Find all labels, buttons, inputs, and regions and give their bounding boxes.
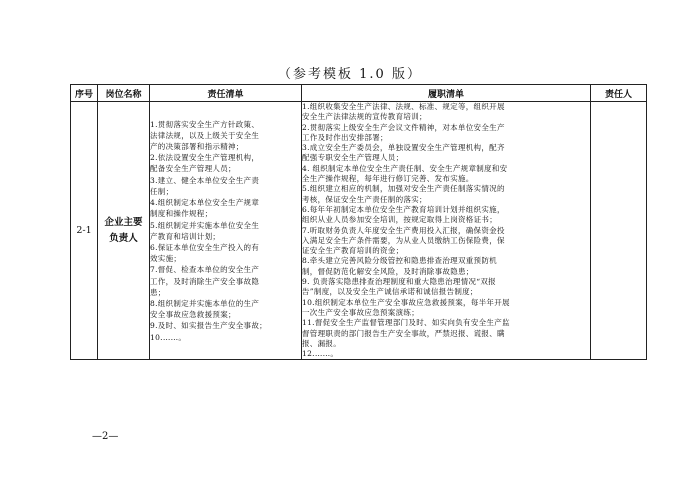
responsibility-line: 3.建立、健全本单位安全生产责 — [150, 175, 260, 185]
responsibility-line: 制度和操作规程； — [150, 209, 213, 219]
performance-line: 工作及时作出安排部署； — [302, 132, 388, 142]
responsibility-line: 配备安全生产管理人员； — [150, 164, 236, 174]
performance-line: 12.……。 — [302, 349, 339, 359]
header-responsibilities: 责任清单 — [150, 85, 302, 102]
responsibility-line: 5.组织制定并实施本单位安全生 — [150, 220, 260, 230]
performance-line: 3.成立安全生产委员会，单独设置安全生产管理机构，配齐 — [302, 143, 505, 153]
performance-line: 考核，保证安全生产责任制的落实； — [302, 194, 427, 204]
performance-line: 证安全生产教育培训的资金； — [302, 246, 404, 256]
performance-line: 10.组织制定本单位生产安全事故应急救援预案，每半年开展 — [302, 297, 510, 307]
header-no: 序号 — [71, 85, 98, 102]
performance-line: 入满足安全生产条件需要，为从业人员缴纳工伤保险费，保 — [302, 235, 505, 245]
post-name-line2: 负责人 — [109, 232, 138, 244]
table-row — [71, 102, 647, 360]
performance-line: 告”制度，以及安全生产诚信承诺和诚信报告制度； — [302, 287, 478, 297]
performance-line: 报、漏报。 — [302, 338, 341, 348]
page-title: （参考模板 1.0 版） — [278, 67, 422, 82]
performance-list-cell — [302, 102, 591, 360]
performance-line: 6.每年年初制定本单位安全生产教育培训计划并组织实施， — [302, 204, 505, 214]
performance-line: 4. 组织制定本单位安全生产责任制、安全生产规章制度和安 — [302, 163, 508, 173]
performance-line: 7.听取财务负责人年度安全生产费用投入汇报，确保资金投 — [302, 225, 505, 235]
header-post: 岗位名称 — [98, 85, 150, 102]
post-name — [98, 102, 150, 360]
responsibility-line: 1.贯彻落实安全生产方针政策、 — [150, 119, 260, 129]
performance-list — [302, 102, 590, 359]
responsibility-line: 8.组织制定并实施本单位的生产 — [150, 298, 260, 308]
performance-line: 1.组织收集安全生产法律、法规、标准、规定等，组织开展 — [302, 102, 505, 111]
performance-line: 安全生产法律法规的宣传教育培训； — [302, 112, 427, 122]
responsibility-line: 患； — [150, 287, 166, 297]
responsibility-line: 工作，及时消除生产安全事故隐 — [150, 276, 260, 286]
responsibility-line: 任制； — [150, 186, 174, 196]
performance-line: 组织从业人员参加安全培训，按规定取得上岗资格证书； — [302, 215, 497, 225]
performance-line: 一次生产安全事故应急预案演练； — [302, 307, 419, 317]
responsibility-list — [150, 119, 301, 343]
performance-line: 配强专职安全生产管理人员； — [302, 153, 404, 163]
responsibility-line: 产的决策部署和指示精神； — [150, 142, 244, 152]
responsibility-line: 产教育和培训计划； — [150, 231, 221, 241]
responsibility-line: 7.督促、检查本单位的安全生产 — [150, 265, 260, 275]
responsibility-line: 10.……。 — [150, 332, 187, 342]
performance-line: 督管理职责的部门报告生产安全事故，严禁迟报、谎报、瞒 — [302, 328, 505, 338]
page-number: —2— — [92, 431, 119, 442]
performance-line: 2.贯彻落实上级安全生产会议文件精神，对本单位安全生产 — [302, 122, 505, 132]
responsibility-line: 法律法规，以及上级关于安全生 — [150, 130, 260, 140]
header-performance: 履职清单 — [302, 85, 591, 102]
responsibility-line: 4.组织制定本单位安全生产规章 — [150, 198, 260, 208]
performance-line: 5.组织建立相应的机制，加强对安全生产责任制落实情况的 — [302, 184, 505, 194]
row-number: 2-1 — [71, 102, 98, 360]
responsibility-list-cell — [150, 102, 302, 360]
responsible-person-cell[interactable] — [591, 102, 647, 360]
responsibility-line: 9.及时、如实报告生产安全事故； — [150, 321, 267, 331]
performance-line: 11.督促安全生产监督管理部门及时、如实向负有安全生产监 — [302, 318, 510, 328]
duty-table — [70, 84, 647, 360]
header-person: 责任人 — [591, 85, 647, 102]
responsibility-line: 安全事故应急救援预案； — [150, 310, 236, 320]
post-name-line1: 企业主要 — [104, 216, 143, 228]
performance-line: 全生产操作规程，每年进行修订完善、发布实施。 — [302, 174, 474, 184]
performance-line: 制，督促防范化解安全风险，及时消除事故隐患； — [302, 266, 474, 276]
performance-line: 8.牵头建立完善风险分级管控和隐患排查治理双重预防机 — [302, 256, 497, 266]
responsibility-line: 效实施； — [150, 254, 182, 264]
responsibility-line: 6.保证本单位安全生产投入的有 — [150, 242, 260, 252]
responsibility-line: 2.依法设置安全生产管理机构， — [150, 153, 260, 163]
performance-line: 9. 负责落实隐患排查治理制度和重大隐患治理情况“双报 — [302, 277, 496, 287]
table-header-row — [71, 85, 647, 102]
